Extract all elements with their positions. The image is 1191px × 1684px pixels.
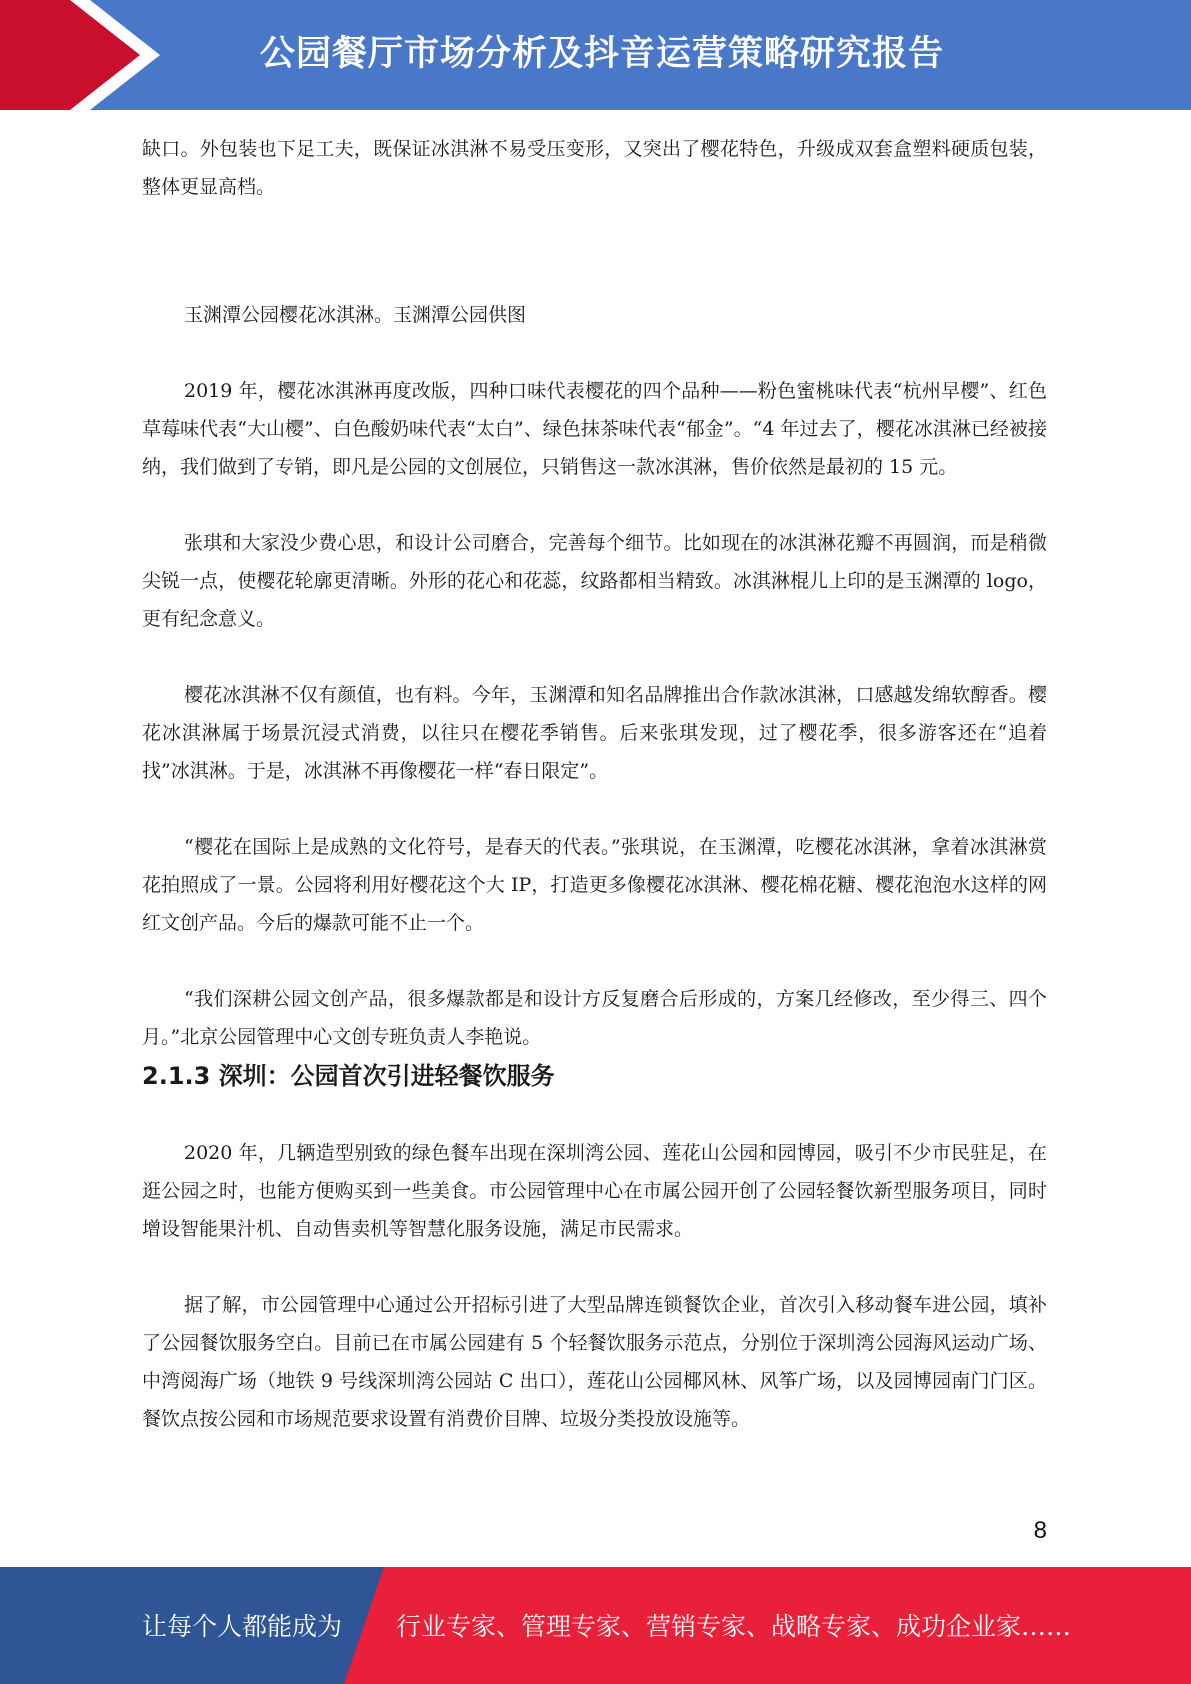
paragraph-8: 据了解，市公园管理中心通过公开招标引进了大型品牌连锁餐饮企业，首次引入移动餐车进公园，填补了公园餐饮服务空白。目前已在市属公园建有 5 个轻餐饮服务示范点，分别位于深圳湾公园海风运动广场、中湾阅海广场（地铁 9 号线深圳湾公园站 C 出口），莲花山公园椰风林、风筝广场，以及园博园南门门区。餐饮点按公园和市场规范要求设置有消费价目牌、垃圾分类投放设施等。 [142,1294,1047,1430]
paragraph-6: “我们深耕公园文创产品，很多爆款都是和设计方反复磨合后形成的，方案几经修改，至少得三、四个月。”北京公园管理中心文创专班负责人李艳说。 [142,988,1047,1048]
paragraph-3: 张琪和大家没少费心思，和设计公司磨合，完善每个细节。比如现在的冰淇淋花瓣不再圆润，而是稍微尖锐一点，使樱花轮廓更清晰。外形的花心和花蕊，纹路都相当精致。冰淇淋棍儿上印的是玉渊潭的 logo，更有纪念意义。 [142,532,1047,630]
section-heading: 2.1.3 深圳：公园首次引进轻餐饮服务 [142,1062,555,1090]
paragraph-2: 2019 年，樱花冰淇淋再度改版，四种口味代表樱花的四个品种——粉色蜜桃味代表“杭州早樱”、红色草莓味代表“大山樱”、白色酸奶味代表“太白”、绿色抹茶味代表“郁金”。“4 年过去了，樱花冰淇淋已经被接纳，我们做到了专销，即凡是公园的文创展位，只销售这一款冰淇淋，售价依然是最初的 15 元。 [142,380,1047,478]
report-title: 公园餐厅市场分析及抖音运营策略研究报告 [260,34,945,74]
page-content [142,130,1047,1438]
paragraph-4: 樱花冰淇淋不仅有颜值，也有料。今年，玉渊潭和知名品牌推出合作款冰淇淋，口感越发绵软醇香。樱花冰淇淋属于场景沉浸式消费，以往只在樱花季销售。后来张琪发现，过了樱花季，很多游客还在“追着找”冰淇淋。于是，冰淇淋不再像樱花一样“春日限定”。 [142,684,1047,782]
footer-slogan-left: 让每个人都能成为 [142,1612,343,1641]
footer-slogan-right: 行业专家、管理专家、营销专家、战略专家、成功企业家…… [396,1612,1072,1641]
header-arrow-icon [0,0,160,110]
page-footer [0,1567,1191,1684]
paragraph-5: “樱花在国际上是成熟的文化符号，是春天的代表。”张琪说，在玉渊潭，吃樱花冰淇淋，拿着冰淇淋赏花拍照成了一景。公园将利用好樱花这个大 IP，打造更多像樱花冰淇淋、樱花棉花糖、樱花泡泡水这样的网红文创产品。今后的爆款可能不止一个。 [142,836,1047,934]
paragraph-7: 2020 年，几辆造型别致的绿色餐车出现在深圳湾公园、莲花山公园和园博园，吸引不少市民驻足，在逛公园之时，也能方便购买到一些美食。市公园管理中心在市属公园开创了公园轻餐饮新型服务项目，同时增设智能果汁机、自动售卖机等智慧化服务设施，满足市民需求。 [142,1142,1047,1240]
image-caption: 玉渊潭公园樱花冰淇淋。玉渊潭公园供图 [184,304,527,326]
page-header [0,0,1191,110]
paragraph-1: 缺口。外包装也下足工夫，既保证冰淇淋不易受压变形，又突出了樱花特色，升级成双套盒塑料硬质包装，整体更显高档。 [142,138,1047,198]
page-number: 8 [1033,1517,1047,1544]
